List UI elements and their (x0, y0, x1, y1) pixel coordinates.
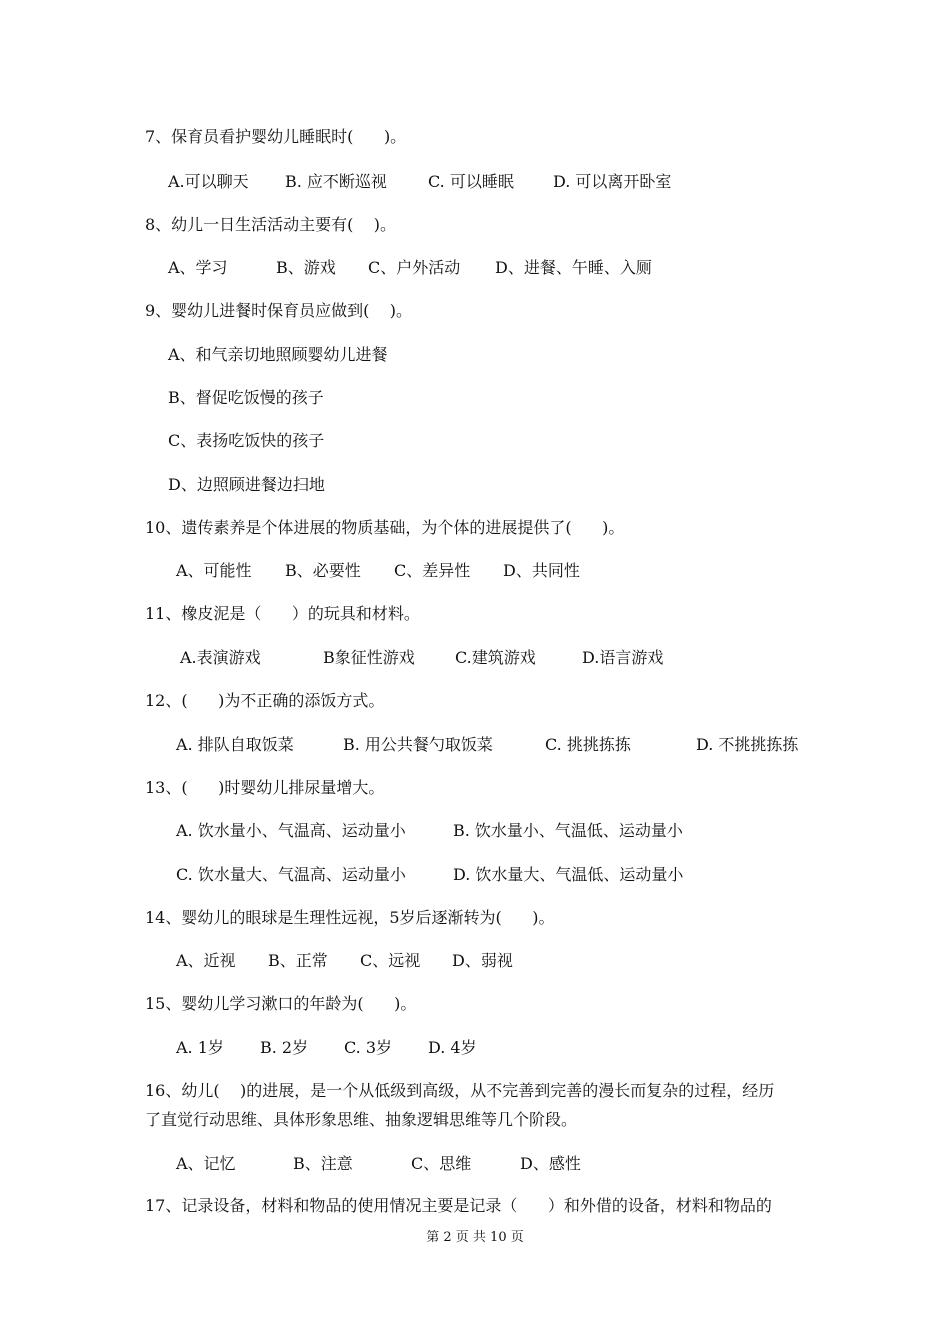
question-9-option-d: D、边照顾进餐边扫地 (168, 475, 325, 494)
option-a: A. 1岁 (176, 1038, 224, 1057)
option-d: D. 可以离开卧室 (553, 172, 672, 191)
option-d: D. 4岁 (428, 1038, 477, 1057)
option-d: D. 饮水量大、气温低、运动量小 (453, 865, 684, 884)
page-number: 第 2 页 共 10 页 (426, 1230, 524, 1245)
option-d: D.语言游戏 (582, 648, 664, 667)
option-c: C. 可以睡眠 (428, 172, 514, 191)
question-9-option-b: B、督促吃饭慢的孩子 (168, 388, 324, 407)
option-c: C、差异性 (394, 561, 471, 580)
option-d: D、弱视 (452, 951, 513, 970)
option-c: C. 挑挑拣拣 (545, 735, 631, 754)
option-d: D、感性 (520, 1154, 581, 1173)
option-b: B. 2岁 (260, 1038, 309, 1057)
option-a: A、可能性 (176, 561, 252, 580)
option-b: B、必要性 (285, 561, 361, 580)
option-b: B. 饮水量小、气温低、运动量小 (453, 821, 683, 840)
question-9-option-a: A、和气亲切地照顾婴幼儿进餐 (168, 345, 388, 364)
option-a: A.表演游戏 (180, 648, 261, 667)
question-16-stem-line-2: 了直觉行动思维、具体形象思维、抽象逻辑思维等几个阶段。 (145, 1110, 578, 1129)
option-b: B、游戏 (276, 258, 336, 277)
option-c: C、户外活动 (368, 258, 461, 277)
question-9-option-c: C、表扬吃饭快的孩子 (168, 431, 325, 450)
option-c: C、远视 (360, 951, 421, 970)
option-a: A、学习 (168, 258, 228, 277)
question-7-stem: 7、保育员看护婴幼儿睡眠时( )。 (145, 127, 407, 146)
option-a: A.可以聊天 (168, 172, 249, 191)
option-b: B. 应不断巡视 (285, 172, 387, 191)
question-11-stem: 11、橡皮泥是（ ）的玩具和材料。 (145, 604, 420, 623)
option-c: C. 饮水量大、气温高、运动量小 (176, 865, 406, 884)
option-a: A、记忆 (176, 1154, 236, 1173)
question-17-stem: 17、记录设备，材料和物品的使用情况主要是记录（ ）和外借的设备，材料和物品的 (145, 1196, 772, 1215)
option-b: B、正常 (268, 951, 328, 970)
option-a: A. 饮水量小、气温高、运动量小 (176, 821, 406, 840)
question-15-stem: 15、婴幼儿学习漱口的年龄为( )。 (145, 994, 417, 1013)
question-14-stem: 14、婴幼儿的眼球是生理性远视，5岁后逐渐转为( )。 (145, 908, 555, 927)
option-c: C、思维 (411, 1154, 472, 1173)
option-b: B象征性游戏 (323, 648, 415, 667)
option-a: A. 排队自取饭菜 (176, 735, 294, 754)
option-c: C. 3岁 (344, 1038, 393, 1057)
question-10-stem: 10、遗传素养是个体进展的物质基础，为个体的进展提供了( )。 (145, 518, 625, 537)
question-16-stem-line-1: 16、幼儿( )的进展，是一个从低级到高级，从不完善到完善的漫长而复杂的过程，经历 (145, 1081, 775, 1100)
option-b: B、注意 (293, 1154, 353, 1173)
question-8-stem: 8、幼儿一日生活活动主要有( )。 (145, 215, 397, 234)
option-d: D、共同性 (503, 561, 580, 580)
question-13-stem: 13、( )时婴幼儿排尿量增大。 (145, 778, 385, 797)
option-c: C.建筑游戏 (455, 648, 536, 667)
option-a: A、近视 (176, 951, 236, 970)
question-9-stem: 9、婴幼儿进餐时保育员应做到( )。 (145, 301, 413, 320)
question-12-stem: 12、( )为不正确的添饭方式。 (145, 691, 385, 710)
option-d: D. 不挑挑拣拣 (696, 735, 799, 754)
option-b: B. 用公共餐勺取饭菜 (343, 735, 493, 754)
option-d: D、进餐、午睡、入厕 (495, 258, 652, 277)
